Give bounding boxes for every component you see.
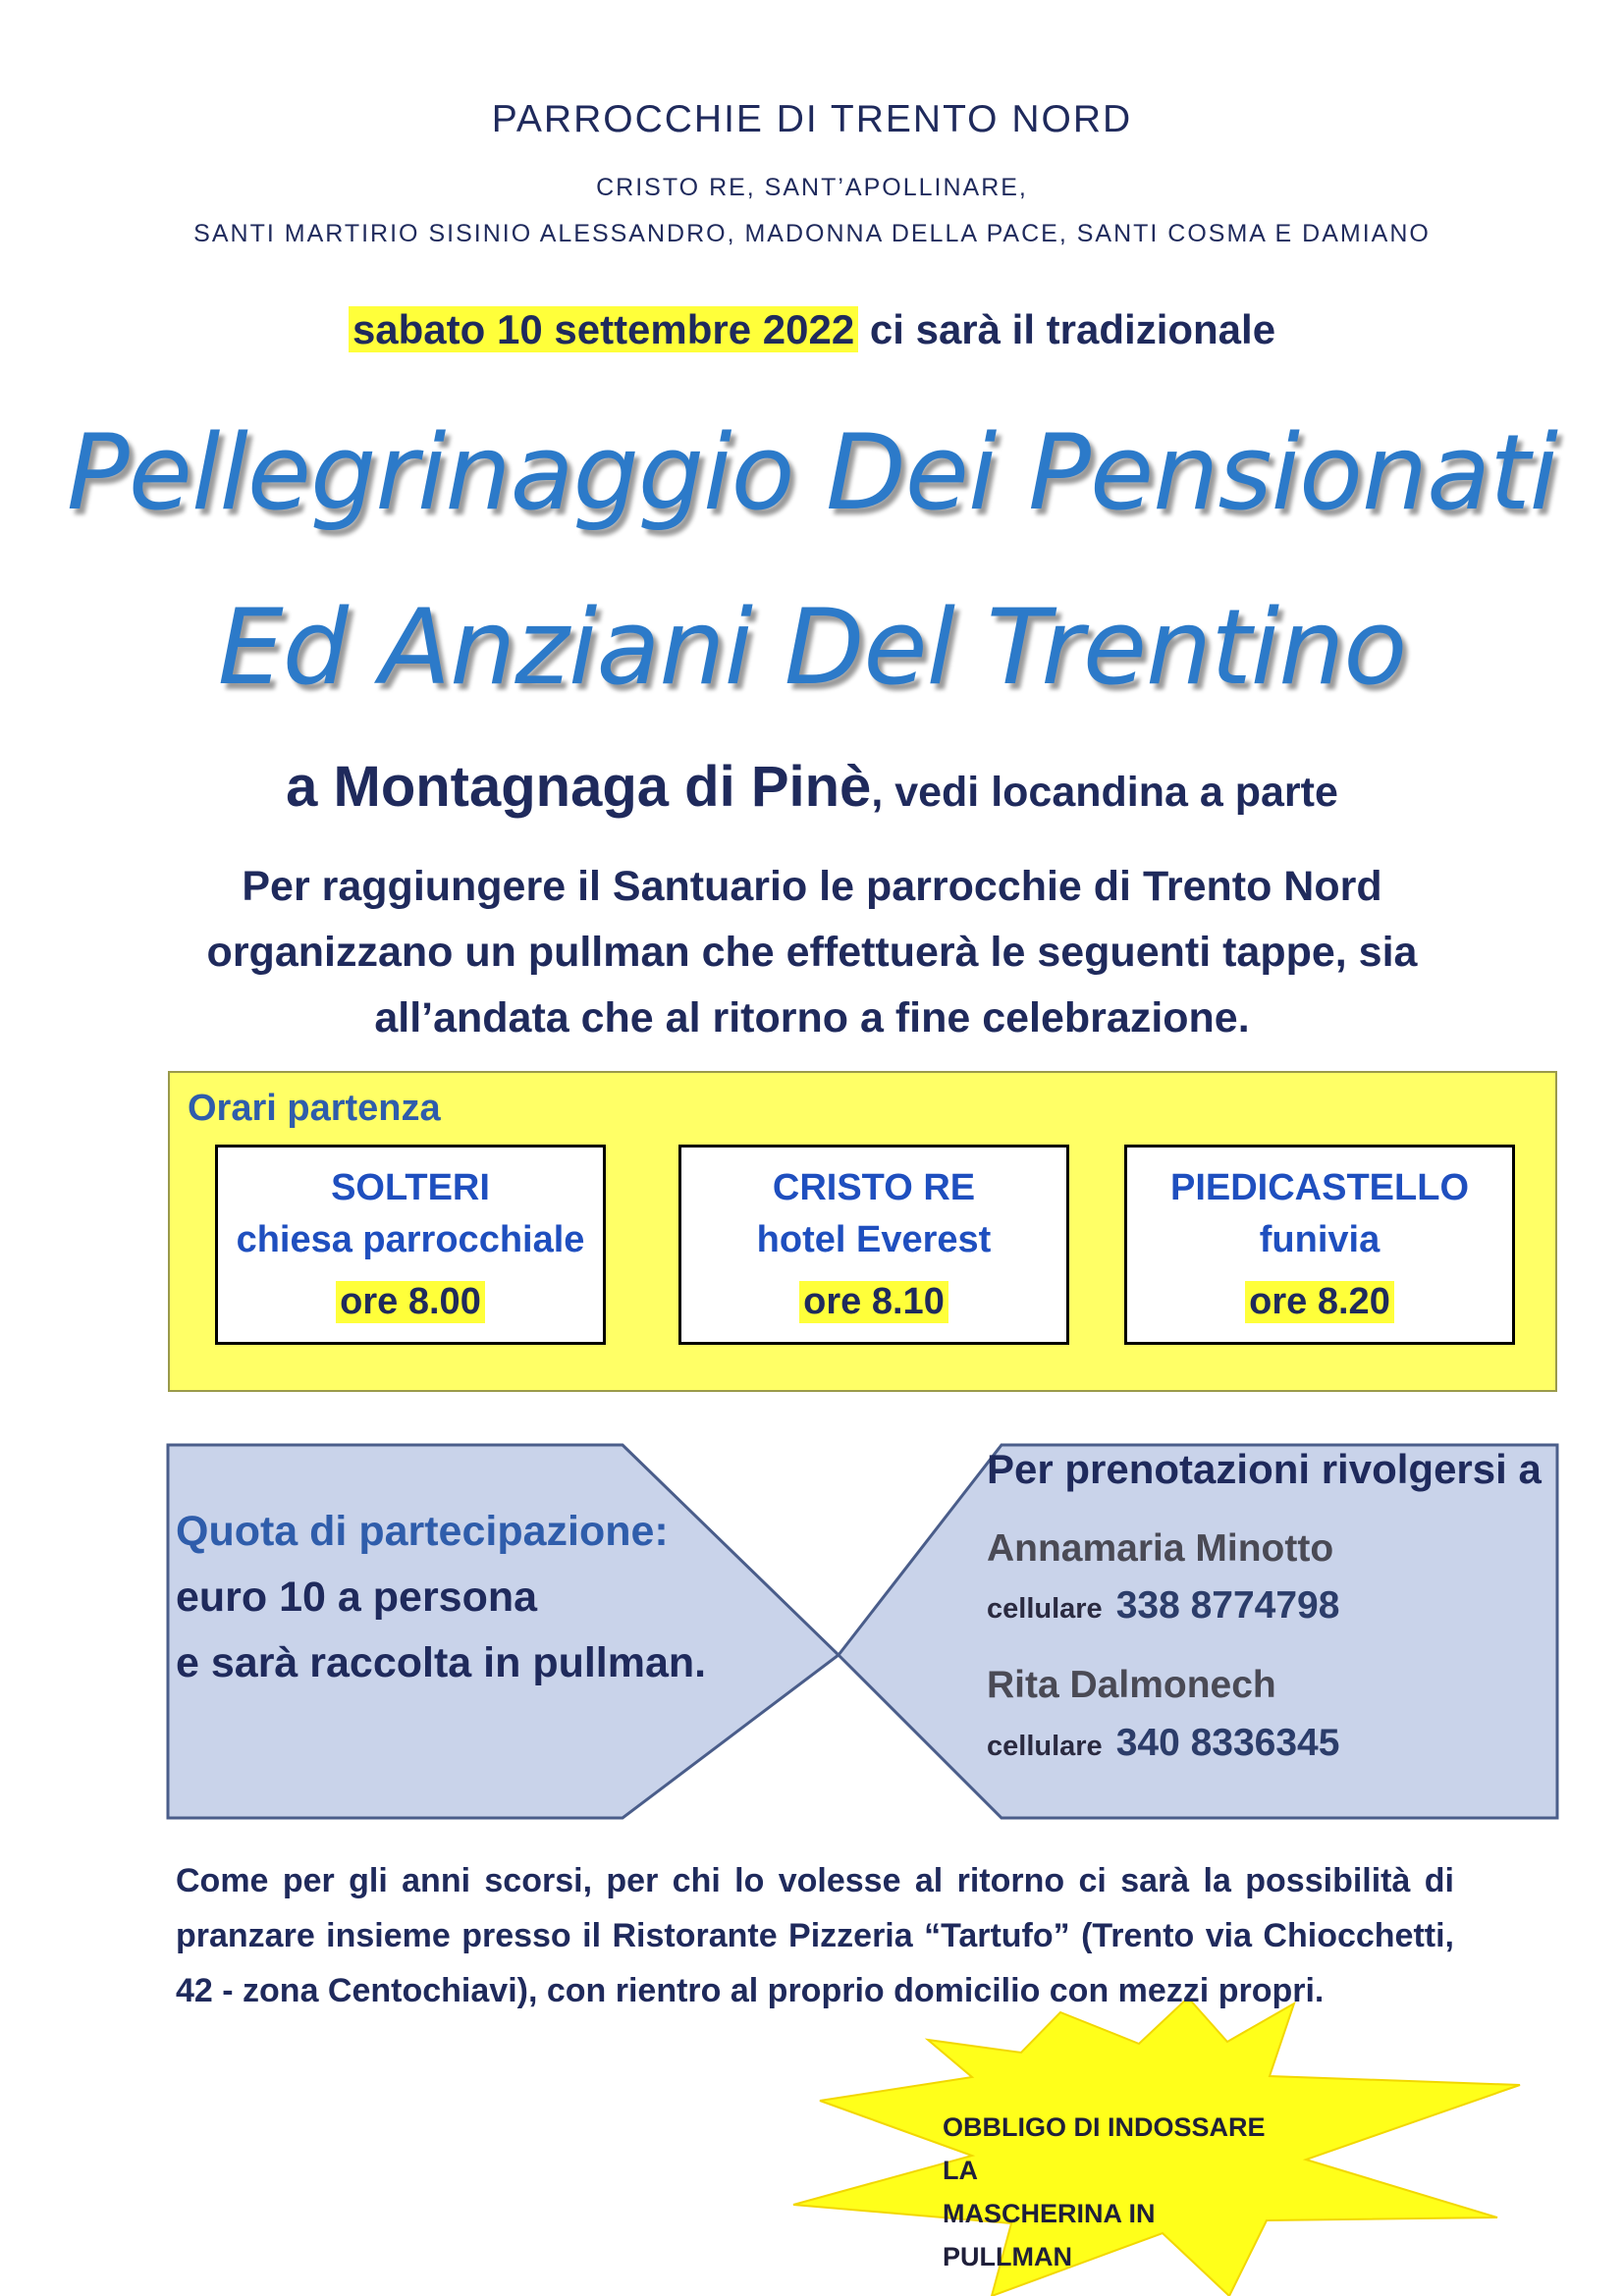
parishes-heading: PARROCCHIE DI TRENTO NORD (491, 98, 1133, 140)
contact-name: Rita Dalmonech (987, 1664, 1276, 1706)
phone-number: 338 8774798 (1115, 1584, 1340, 1627)
booking-heading: Per prenotazioni rivolgersi a (987, 1446, 1542, 1492)
stop-place: funivia (1259, 1219, 1380, 1260)
stop-place: chiesa parrocchiale (236, 1219, 585, 1260)
event-title-line-2: Ed Anziani Del Trentino (217, 587, 1407, 708)
place-note: , vedi locandina a parte (871, 769, 1338, 816)
place-main: a Montagnaga di Pinè (286, 755, 872, 819)
contact-phone (987, 1722, 1339, 1765)
parishes-subtitle-1: CRISTO RE, SANT’APOLLINARE, (596, 174, 1028, 201)
quota-line-3: e sarà raccolta in pullman. (176, 1639, 707, 1686)
intro-line-2: organizzano un pullman che effettuerà le seguenti tappe, sia (206, 929, 1418, 976)
stop-time: ore 8.00 (336, 1281, 485, 1323)
intro-line-1: Per raggiungere il Santuario le parrocchie di Trento Nord (242, 863, 1382, 910)
intro-line-3: all’andata che al ritorno a fine celebrazione. (374, 994, 1250, 1041)
contact-phone (987, 1584, 1339, 1628)
contact-name: Annamaria Minotto (987, 1527, 1334, 1570)
quota-text (176, 1499, 706, 1696)
phone-label: cellulare (987, 1731, 1103, 1762)
stop-time: ore 8.20 (1245, 1281, 1394, 1323)
stop-name: SOLTERI (331, 1167, 490, 1208)
stop-name: CRISTO RE (772, 1167, 976, 1208)
mask-notice-line-1: OBBLIGO DI INDOSSARE LA (943, 2112, 1266, 2185)
phone-label: cellulare (987, 1593, 1103, 1625)
schedule-label: Orari partenza (188, 1088, 441, 1129)
stop-place: hotel Everest (756, 1219, 992, 1260)
quota-line-1: Quota di partecipazione: (176, 1508, 669, 1555)
stop-time: ore 8.10 (799, 1281, 948, 1323)
parishes-subtitle-2: SANTI MARTIRIO SISINIO ALESSANDRO, MADONNA DELLA PACE, SANTI COSMA E DAMIANO (193, 220, 1431, 247)
date-highlight: sabato 10 settembre 2022 (349, 306, 858, 352)
mask-notice-line-2: MASCHERINA IN PULLMAN (943, 2199, 1156, 2271)
date-line-rest: ci sarà il tradizionale (858, 306, 1276, 352)
event-title-line-1: Pellegrinaggio Dei Pensionati (66, 412, 1558, 533)
mask-notice (943, 2106, 1276, 2278)
phone-number: 340 8336345 (1115, 1722, 1340, 1764)
stop-name: PIEDICASTELLO (1169, 1167, 1470, 1208)
lunch-paragraph: Come per gli anni scorsi, per chi lo volesse al ritorno ci sarà la possibilità di pranzare insieme presso il Ristorante Pizzeria “Tartufo” (Trento via Chiocchetti, 42 - zona Centochiavi), con rientro al proprio domicilio con mezzi propri. (176, 1862, 1454, 2009)
quota-line-2: euro 10 a persona (176, 1574, 538, 1621)
